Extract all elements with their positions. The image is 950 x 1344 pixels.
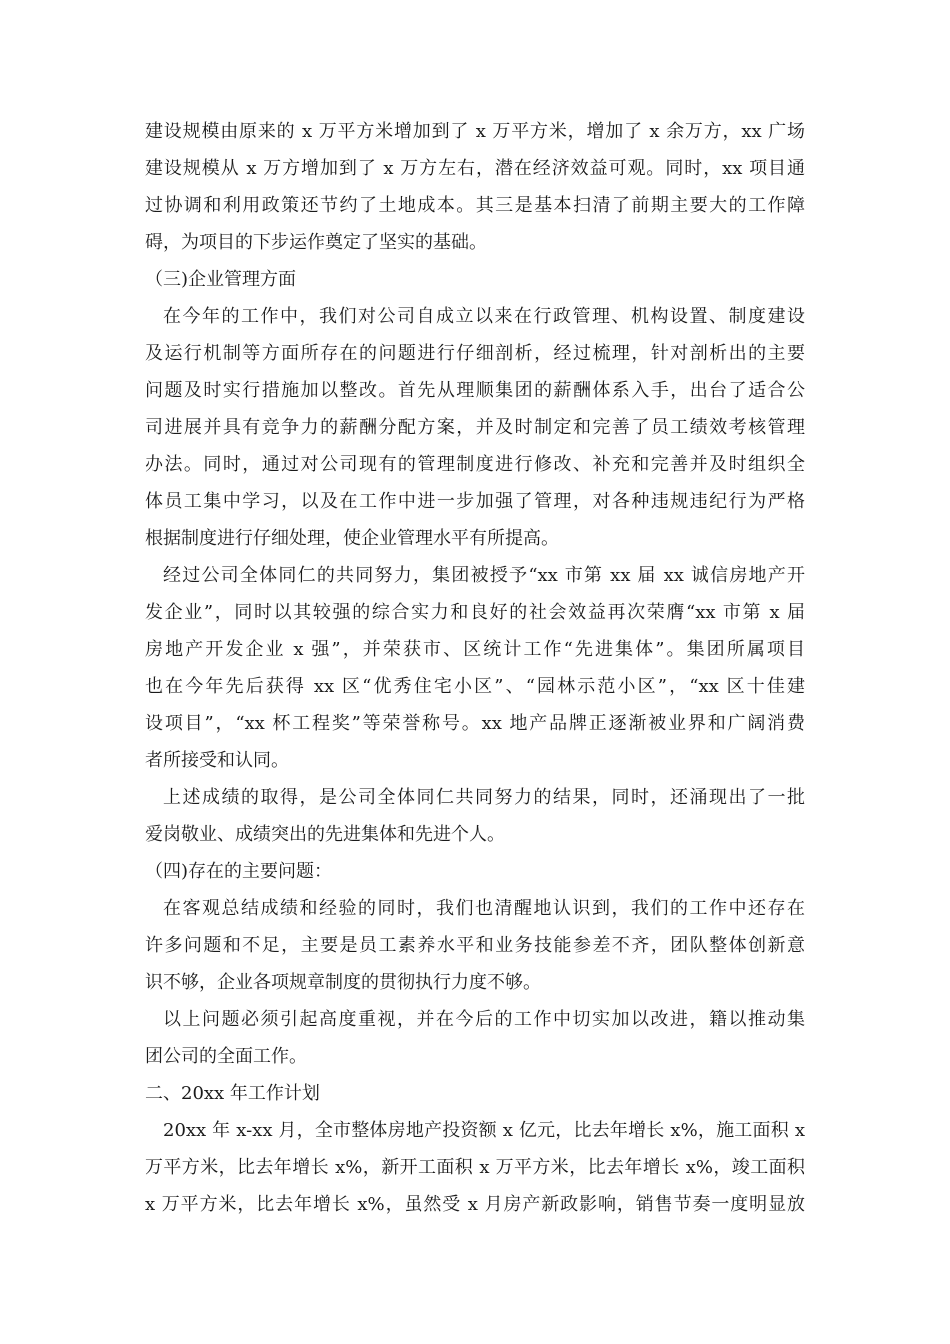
text-line: 团公司的全面工作。 — [145, 1046, 307, 1067]
section-heading: （三)企业管理方面 — [145, 269, 297, 290]
text-line: 问题及时实行措施加以整改。首先从理顺集团的薪酬体系入手，出台了适合公 — [145, 380, 805, 401]
text-line: 爱岗敬业、成绩突出的先进集体和先进个人。 — [145, 824, 505, 845]
section-heading: （四)存在的主要问题： — [145, 861, 333, 882]
text-line: 及运行机制等方面所存在的问题进行仔细剖析，经过梳理，针对剖析出的主要 — [145, 343, 805, 364]
section-heading: 二、20xx 年工作计划 — [145, 1083, 320, 1104]
text-line: 根据制度进行仔细处理，使企业管理水平有所提高。 — [145, 528, 559, 549]
text-line: 许多问题和不足，主要是员工素养水平和业务技能参差不齐，团队整体创新意 — [145, 935, 805, 956]
document-body — [145, 119, 805, 1218]
text-line: 碍，为项目的下步运作奠定了坚实的基础。 — [145, 232, 487, 253]
text-line: 者所接受和认同。 — [145, 750, 289, 771]
text-line: 发企业”，同时以其较强的综合实力和良好的社会效益再次荣膺“xx 市第 x 届 — [145, 602, 805, 623]
text-line: 在客观总结成绩和经验的同时，我们也清醒地认识到，我们的工作中还存在 — [163, 898, 805, 919]
text-line: 体员工集中学习，以及在工作中进一步加强了管理，对各种违规违纪行为严格 — [145, 491, 805, 512]
text-line: 房地产开发企业 x 强”，并荣获市、区统计工作“先进集体”。集团所属项目 — [145, 639, 805, 660]
text-line: 过协调和利用政策还节约了土地成本。其三是基本扫清了前期主要大的工作障 — [145, 195, 805, 216]
text-line: 建设规模从 x 万方增加到了 x 万方左右，潜在经济效益可观。同时，xx 项目通 — [145, 158, 805, 179]
text-line: 识不够，企业各项规章制度的贯彻执行力度不够。 — [145, 972, 541, 993]
text-line: 20xx 年 x-xx 月，全市整体房地产投资额 x 亿元，比去年增长 x%，施工面积 x — [163, 1120, 805, 1141]
text-line: 上述成绩的取得，是公司全体同仁共同努力的结果，同时，还涌现出了一批 — [163, 787, 805, 808]
text-line: 建设规模由原来的 x 万平方米增加到了 x 万平方米，增加了 x 余万方，xx 广场 — [145, 121, 805, 142]
text-line: 以上问题必须引起高度重视，并在今后的工作中切实加以改进，籍以推动集 — [163, 1009, 805, 1030]
text-line: 在今年的工作中，我们对公司自成立以来在行政管理、机构设置、制度建设 — [163, 306, 805, 327]
text-line: 也在今年先后获得 xx 区“优秀住宅小区”、“园林示范小区”，“xx 区十佳建 — [145, 676, 805, 697]
text-line: 办法。同时，通过对公司现有的管理制度进行修改、补充和完善并及时组织全 — [145, 454, 805, 475]
text-line: x 万平方米，比去年增长 x%，虽然受 x 月房产新政影响，销售节奏一度明显放 — [145, 1194, 805, 1215]
text-line: 司进展并具有竞争力的薪酬分配方案，并及时制定和完善了员工绩效考核管理 — [145, 417, 805, 438]
text-line: 万平方米，比去年增长 x%，新开工面积 x 万平方米，比去年增长 x%，竣工面积 — [145, 1157, 805, 1178]
text-line: 设项目”，“xx 杯工程奖”等荣誉称号。xx 地产品牌正逐渐被业界和广阔消费 — [145, 713, 805, 734]
text-line: 经过公司全体同仁的共同努力，集团被授予“xx 市第 xx 届 xx 诚信房地产开 — [163, 565, 805, 586]
